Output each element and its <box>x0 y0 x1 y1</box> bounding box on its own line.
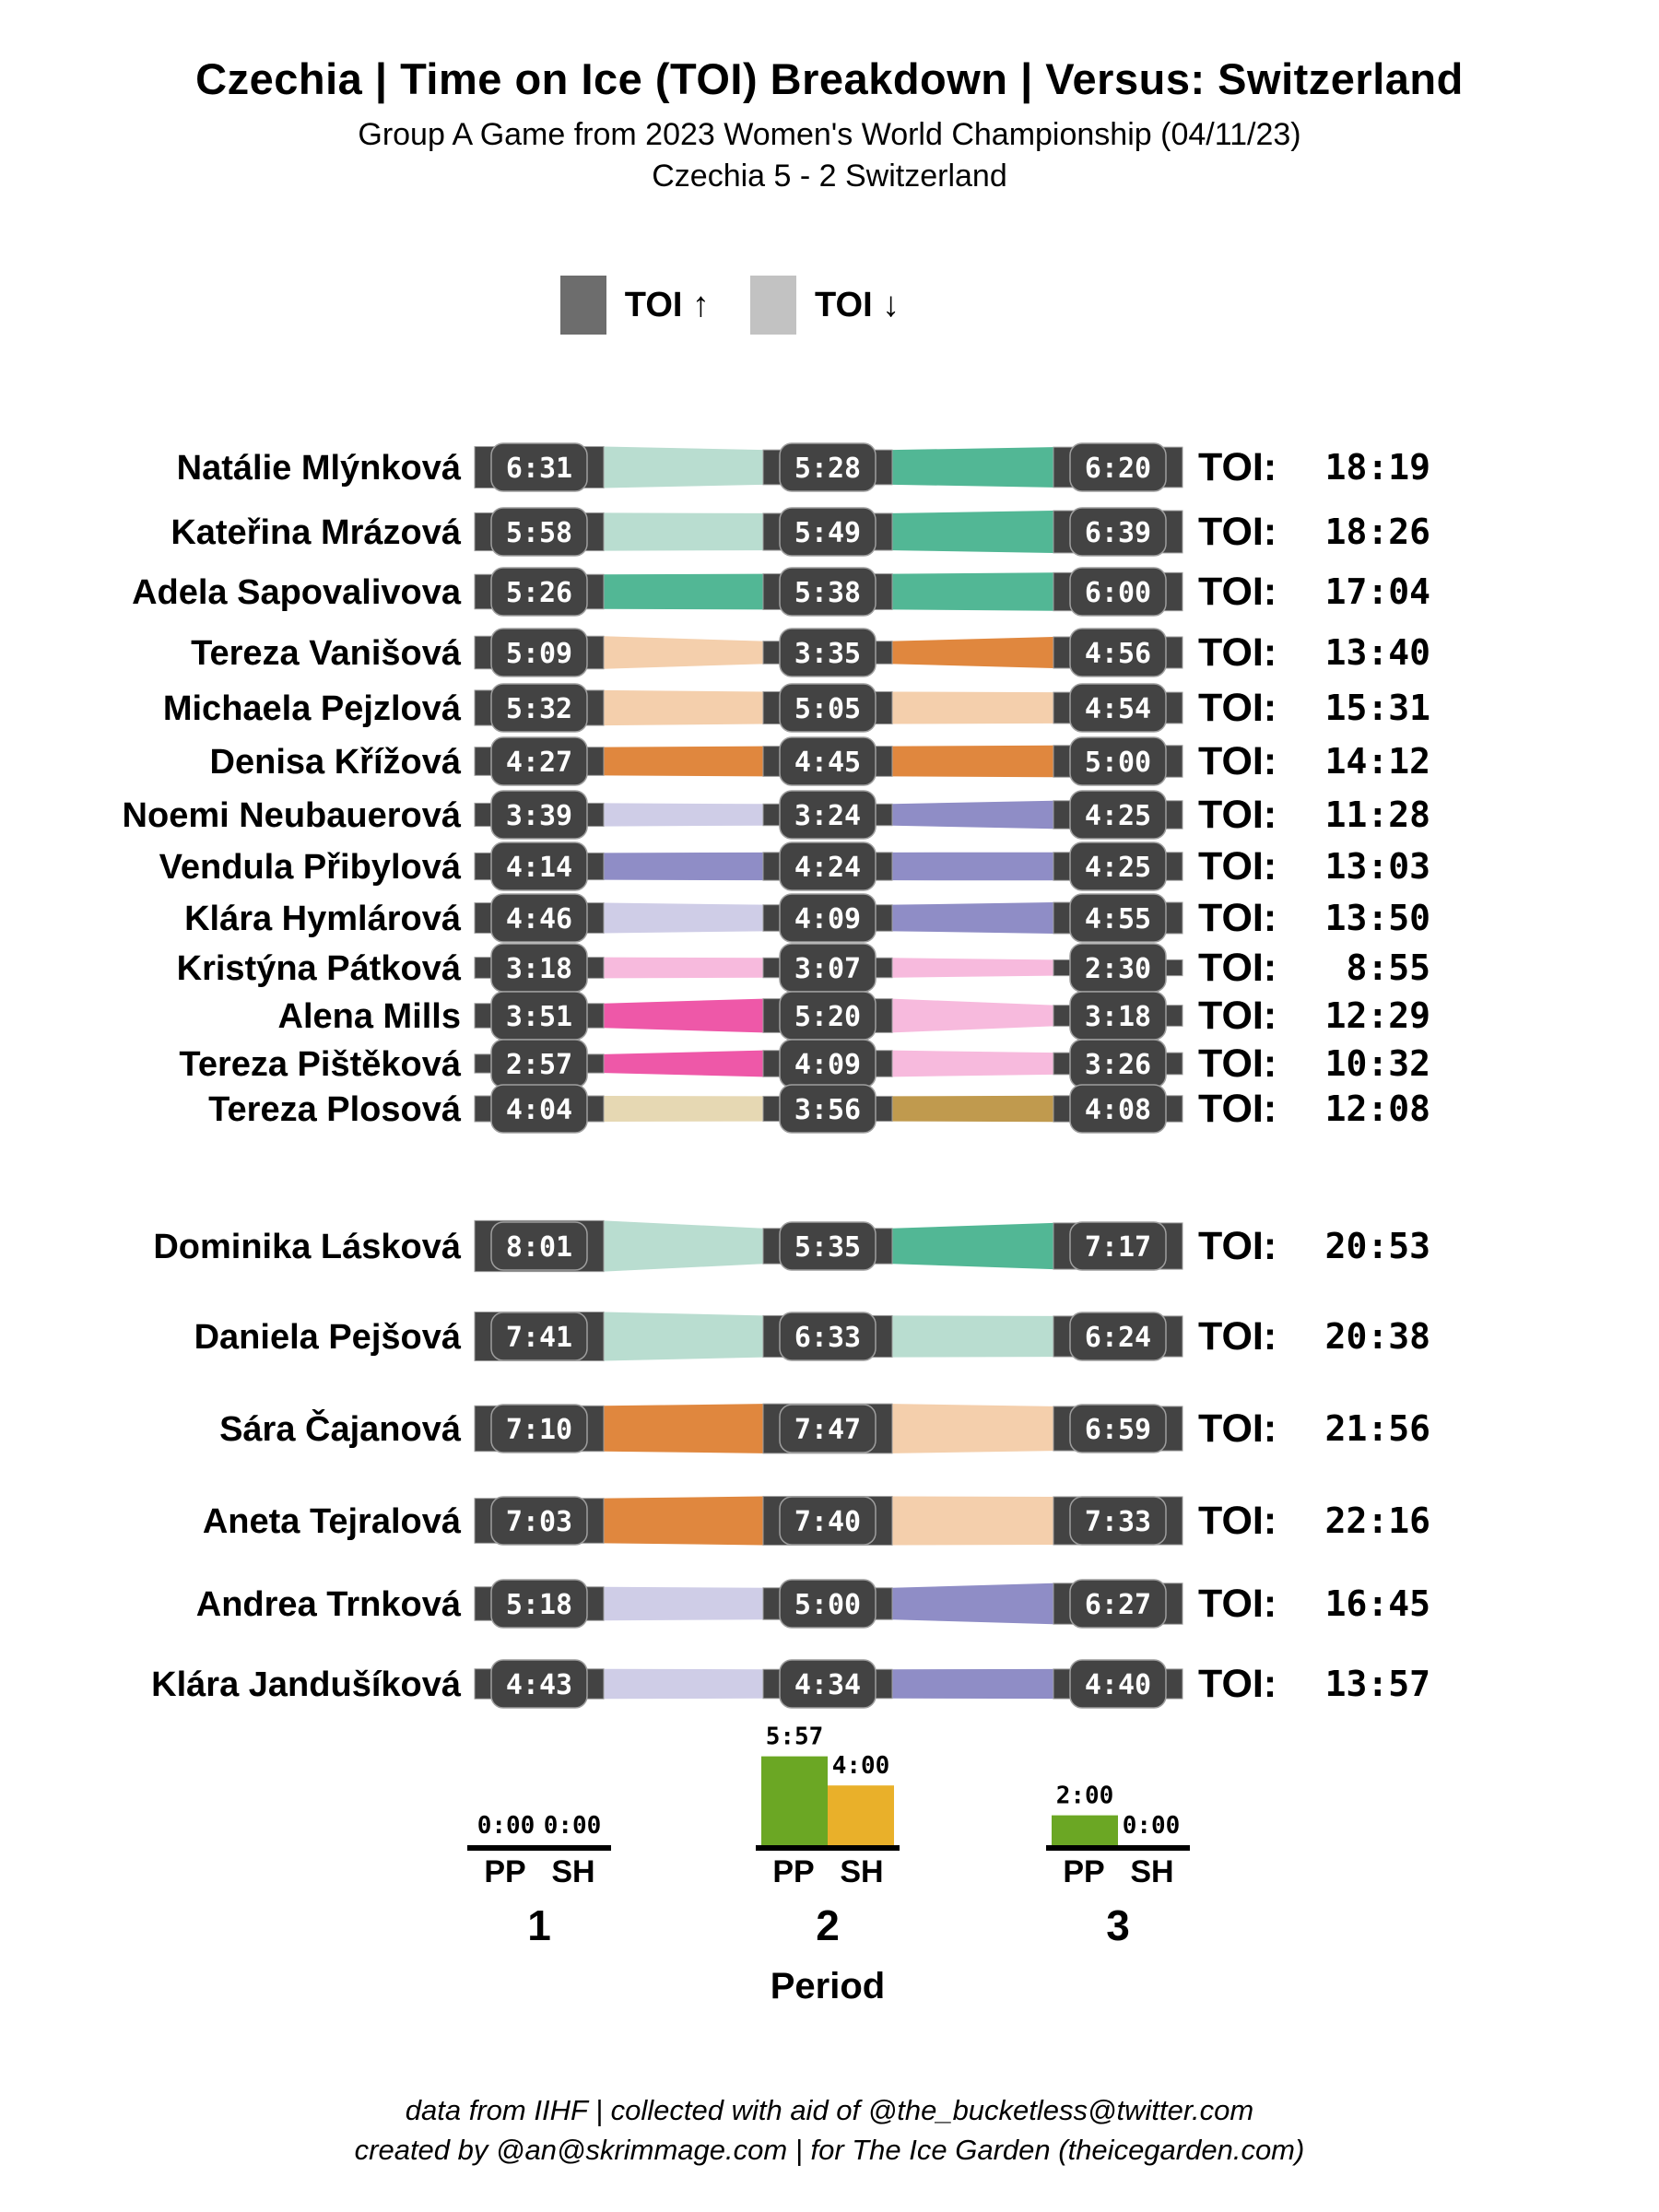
period-time: 4:55 <box>1084 903 1152 935</box>
toi-ribbon <box>892 1583 1053 1625</box>
toi-label: TOI: <box>1198 946 1277 990</box>
pp-axis-label: PP <box>1063 1854 1105 1889</box>
toi-total: 18:26 <box>1324 512 1430 552</box>
toi-total: 14:12 <box>1324 741 1430 782</box>
period-time: 7:17 <box>1084 1231 1152 1264</box>
axis-baseline <box>467 1845 611 1851</box>
sh-bar <box>828 1785 894 1845</box>
sh-value: 0:00 <box>1122 1812 1181 1840</box>
period-time: 6:31 <box>505 453 573 485</box>
toi-label: TOI: <box>1198 1314 1277 1359</box>
player-name: Kristýna Pátková <box>176 949 461 988</box>
period-time: 4:08 <box>1084 1094 1152 1126</box>
player-name: Aneta Tejralová <box>202 1502 461 1541</box>
player-name: Klára Jandušíková <box>151 1665 461 1704</box>
toi-ribbon <box>604 747 763 777</box>
toi-ribbon <box>604 690 763 725</box>
toi-label: TOI: <box>1198 1499 1277 1543</box>
toi-total: 10:32 <box>1324 1043 1430 1084</box>
period-time: 2:57 <box>505 1049 573 1081</box>
toi-total: 20:53 <box>1324 1226 1430 1266</box>
toi-up-label: TOI ↑ <box>624 285 710 324</box>
player-name: Andrea Trnková <box>195 1585 461 1624</box>
toi-ribbon <box>604 803 763 826</box>
period-time: 3:18 <box>505 953 573 985</box>
axis-baseline <box>1046 1845 1190 1851</box>
toi-ribbon <box>892 1497 1053 1546</box>
period-time: 7:03 <box>505 1506 573 1538</box>
toi-total: 11:28 <box>1324 794 1430 835</box>
period-time: 3:24 <box>794 800 862 832</box>
toi-label: TOI: <box>1198 1662 1277 1706</box>
toi-ribbon <box>604 574 763 610</box>
period-time: 7:33 <box>1084 1506 1152 1538</box>
toi-total: 20:38 <box>1324 1316 1430 1357</box>
toi-ribbon <box>604 1587 763 1621</box>
toi-ribbon <box>892 958 1053 978</box>
player-name: Dominika Lásková <box>153 1228 461 1266</box>
player-name: Michaela Pejzlová <box>162 689 461 728</box>
toi-total: 17:04 <box>1324 571 1430 612</box>
toi-total: 16:45 <box>1324 1583 1430 1624</box>
toi-label: TOI: <box>1198 1224 1277 1268</box>
page-title: Czechia | Time on Ice (TOI) Breakdown | Versus: Switzerland <box>195 54 1464 103</box>
period-number: 3 <box>1106 1901 1130 1949</box>
period-number: 2 <box>816 1901 840 1949</box>
period-time: 5:05 <box>794 693 862 725</box>
toi-label: TOI: <box>1198 630 1277 675</box>
toi-ribbon <box>892 1096 1053 1123</box>
toi-label: TOI: <box>1198 994 1277 1038</box>
player-name: Vendula Přibylová <box>159 848 461 887</box>
toi-total: 12:08 <box>1324 1088 1430 1129</box>
period-time: 5:35 <box>794 1231 862 1264</box>
period-time: 4:34 <box>794 1669 862 1701</box>
toi-ribbon <box>892 1223 1053 1269</box>
pp-value: 0:00 <box>477 1812 535 1840</box>
toi-down-label: TOI ↓ <box>815 285 900 324</box>
player-name: Sára Čajanová <box>219 1410 461 1449</box>
player-name: Daniela Pejšová <box>194 1318 461 1357</box>
period-number: 1 <box>527 1901 551 1949</box>
period-time: 7:10 <box>505 1414 573 1446</box>
toi-ribbon <box>892 637 1053 668</box>
pp-bar <box>1052 1816 1118 1845</box>
pp-value: 5:57 <box>765 1723 824 1751</box>
toi-total: 15:31 <box>1324 688 1430 728</box>
period-time: 5:09 <box>505 638 573 670</box>
period-time: 6:33 <box>794 1322 862 1354</box>
toi-label: TOI: <box>1198 445 1277 489</box>
period-time: 5:00 <box>1084 747 1152 779</box>
period-time: 3:51 <box>505 1001 573 1033</box>
period-time: 3:39 <box>505 800 573 832</box>
period-time: 6:24 <box>1084 1322 1152 1354</box>
toi-ribbon <box>892 511 1053 553</box>
player-name: Denisa Křížová <box>209 743 461 782</box>
toi-label: TOI: <box>1198 1582 1277 1626</box>
period-time: 6:20 <box>1084 453 1152 485</box>
player-name: Kateřina Mrázová <box>171 513 461 552</box>
sh-value: 4:00 <box>831 1752 890 1781</box>
period-time: 3:56 <box>794 1094 862 1126</box>
toi-total: 13:03 <box>1324 846 1430 887</box>
toi-label: TOI: <box>1198 793 1277 837</box>
toi-ribbon <box>892 1051 1053 1077</box>
footer-line-1: data from IIHF | collected with aid of @the_bucketless@twitter.com <box>405 2094 1254 2126</box>
toi-total: 13:40 <box>1324 632 1430 673</box>
period-time: 4:54 <box>1084 693 1152 725</box>
period-time: 7:41 <box>505 1322 573 1354</box>
toi-ribbon <box>604 1312 763 1360</box>
player-name: Natálie Mlýnková <box>176 449 461 488</box>
period-time: 4:43 <box>505 1669 573 1701</box>
period-time: 5:32 <box>505 693 573 725</box>
toi-ribbon <box>892 447 1053 488</box>
period-time: 4:45 <box>794 747 862 779</box>
period-time: 6:59 <box>1084 1414 1152 1446</box>
sh-axis-label: SH <box>1130 1854 1174 1889</box>
period-time: 5:18 <box>505 1589 573 1621</box>
toi-ribbon <box>892 691 1053 724</box>
toi-ribbon <box>892 801 1053 829</box>
player-name: Adela Sapovalivova <box>132 573 461 612</box>
toi-ribbon <box>604 636 763 669</box>
pp-bar <box>761 1757 828 1845</box>
player-name: Tereza Plosová <box>208 1090 461 1129</box>
toi-ribbon <box>892 746 1053 778</box>
axis-baseline <box>756 1845 900 1851</box>
period-time: 4:25 <box>1084 852 1152 884</box>
sh-value: 0:00 <box>543 1812 602 1840</box>
toi-total: 8:55 <box>1346 947 1430 988</box>
period-time: 5:20 <box>794 1001 862 1033</box>
period-time: 4:56 <box>1084 638 1152 670</box>
toi-ribbon <box>892 853 1053 880</box>
sh-axis-label: SH <box>551 1854 595 1889</box>
toi-total: 21:56 <box>1324 1408 1430 1449</box>
toi-total: 22:16 <box>1324 1500 1430 1541</box>
toi-ribbon <box>892 1315 1053 1357</box>
toi-ribbon <box>604 1051 763 1077</box>
period-time: 4:27 <box>505 747 573 779</box>
toi-ribbon <box>604 1669 763 1700</box>
player-name: Klára Hymlárová <box>184 900 461 938</box>
pp-axis-label: PP <box>772 1854 815 1889</box>
toi-ribbon <box>892 902 1053 934</box>
period-time: 6:00 <box>1084 577 1152 609</box>
toi-ribbon <box>604 447 763 488</box>
toi-total: 13:50 <box>1324 898 1430 938</box>
period-time: 4:09 <box>794 1049 862 1081</box>
footer-credits <box>0 2090 1659 2171</box>
subtitle-line-1: Group A Game from 2023 Women's World Championship (04/11/23) <box>358 117 1301 152</box>
period-time: 3:18 <box>1084 1001 1152 1033</box>
period-time: 5:38 <box>794 577 862 609</box>
period-time: 4:40 <box>1084 1669 1152 1701</box>
player-name: Tereza Pištěková <box>179 1045 461 1084</box>
period-time: 4:14 <box>505 852 573 884</box>
toi-ribbon <box>892 999 1053 1033</box>
toi-total: 13:57 <box>1324 1664 1430 1704</box>
period-time: 4:09 <box>794 903 862 935</box>
toi-label: TOI: <box>1198 570 1277 614</box>
period-time: 4:24 <box>794 852 862 884</box>
toi-label: TOI: <box>1198 739 1277 783</box>
period-time: 4:04 <box>505 1094 573 1126</box>
toi-total: 18:19 <box>1324 447 1430 488</box>
toi-ribbon <box>892 1404 1053 1453</box>
toi-label: TOI: <box>1198 510 1277 554</box>
toi-ribbon <box>604 1497 763 1546</box>
period-axis-title: Period <box>770 1966 886 2006</box>
period-time: 6:39 <box>1084 517 1152 549</box>
toi-ribbon <box>604 1096 763 1122</box>
period-time: 7:47 <box>794 1414 862 1446</box>
period-time: 5:49 <box>794 517 862 549</box>
period-time: 7:40 <box>794 1506 862 1538</box>
period-time: 5:26 <box>505 577 573 609</box>
toi-total: 12:29 <box>1324 995 1430 1036</box>
toi-label: TOI: <box>1198 686 1277 730</box>
period-time: 2:30 <box>1084 953 1152 985</box>
subtitle-line-2: Czechia 5 - 2 Switzerland <box>652 159 1007 194</box>
player-name: Tereza Vanišová <box>191 634 461 673</box>
period-time: 3:07 <box>794 953 862 985</box>
period-time: 8:01 <box>505 1231 573 1264</box>
toi-label: TOI: <box>1198 1041 1277 1086</box>
period-time: 5:58 <box>505 517 573 549</box>
toi-label: TOI: <box>1198 844 1277 888</box>
toi-ribbon <box>604 853 763 880</box>
period-time: 3:26 <box>1084 1049 1152 1081</box>
period-time: 4:25 <box>1084 800 1152 832</box>
toi-ribbon <box>892 1669 1053 1699</box>
toi-ribbon <box>604 999 763 1033</box>
toi-ribbon <box>604 958 763 979</box>
footer-line-2: created by @an@skrimmage.com | for The Ice Garden (theicegarden.com) <box>354 2134 1305 2167</box>
player-name: Noemi Neubauerová <box>122 796 461 835</box>
toi-label: TOI: <box>1198 896 1277 940</box>
period-time: 5:00 <box>794 1589 862 1621</box>
toi-label: TOI: <box>1198 1406 1277 1451</box>
toi-ribbon <box>604 512 763 550</box>
toi-label: TOI: <box>1198 1087 1277 1131</box>
period-time: 6:27 <box>1084 1589 1152 1621</box>
toi-ribbon <box>892 572 1053 610</box>
player-name: Alena Mills <box>277 997 461 1036</box>
toi-ribbon <box>604 903 763 934</box>
period-time: 3:35 <box>794 638 862 670</box>
period-time: 5:28 <box>794 453 862 485</box>
toi-ribbon <box>604 1220 763 1271</box>
sh-axis-label: SH <box>840 1854 884 1889</box>
pp-axis-label: PP <box>484 1854 526 1889</box>
period-time: 4:46 <box>505 903 573 935</box>
pp-value: 2:00 <box>1055 1782 1114 1810</box>
toi-ribbon <box>604 1404 763 1453</box>
